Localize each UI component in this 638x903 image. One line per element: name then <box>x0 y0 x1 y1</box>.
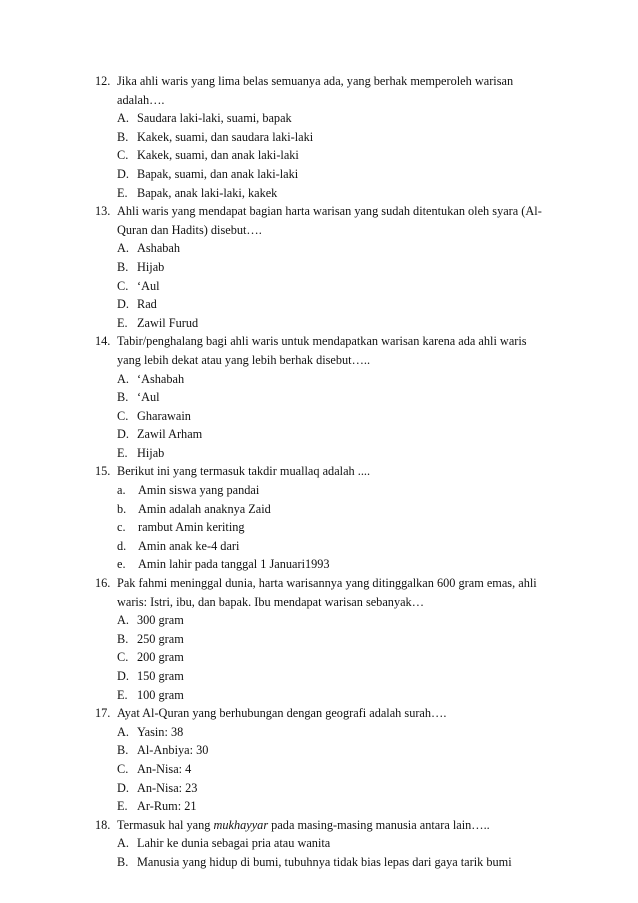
option-letter: C. <box>117 761 129 776</box>
option-text: Ashabah <box>137 241 181 256</box>
answer-option <box>0 239 638 258</box>
option-text: 100 gram <box>137 687 184 702</box>
answer-option <box>0 853 638 872</box>
question-text: Quran dan Hadits) disebut…. <box>117 222 262 237</box>
answer-option <box>0 648 638 667</box>
option-letter: B. <box>117 129 129 144</box>
option-letter: E. <box>117 185 128 200</box>
answer-option <box>0 741 638 760</box>
option-text: Amin anak ke-4 dari <box>138 538 240 553</box>
question-text: Tabir/penghalang bagi ahli waris untuk mendapatkan warisan karena ada ahli waris <box>117 334 527 349</box>
question-number: 15. <box>95 464 111 479</box>
option-text: Saudara laki-laki, suami, bapak <box>137 111 292 126</box>
option-text: Kakek, suami, dan anak laki-laki <box>137 148 299 163</box>
option-text: 150 gram <box>137 669 184 683</box>
answer-option <box>0 314 638 333</box>
question-text-line <box>0 202 638 221</box>
option-text: Zawil Furud <box>137 315 199 330</box>
answer-option <box>0 555 638 574</box>
option-letter: E. <box>117 799 128 814</box>
option-letter: b. <box>117 501 127 516</box>
option-text: ‘Aul <box>137 390 160 405</box>
question-sheet <box>0 72 638 872</box>
option-text: Amin lahir pada tanggal 1 Januari1993 <box>138 557 330 572</box>
question-18 <box>0 816 638 872</box>
question-number: 18. <box>95 817 111 832</box>
option-text: Al-Anbiya: 30 <box>137 743 209 758</box>
option-text: Rad <box>137 297 157 312</box>
option-text: Amin siswa yang pandai <box>138 483 260 498</box>
option-text: Lahir ke dunia sebagai pria atau wanita <box>137 836 331 851</box>
option-letter: D. <box>117 166 129 181</box>
option-letter: A. <box>117 371 129 386</box>
option-letter: B. <box>117 631 129 646</box>
option-text: rambut Amin keriting <box>138 520 245 535</box>
option-text: ‘Ashabah <box>137 371 185 386</box>
answer-option <box>0 667 638 686</box>
question-text: waris: Istri, ibu, dan bapak. Ibu mendapat warisan sebanyak… <box>117 594 424 609</box>
option-text: Yasin: 38 <box>137 724 184 739</box>
question-text-part: Termasuk hal yang <box>117 817 214 832</box>
option-text: Bapak, anak laki-laki, kakek <box>137 185 278 200</box>
answer-option <box>0 611 638 630</box>
answer-option <box>0 407 638 426</box>
option-letter: E. <box>117 315 128 330</box>
question-text-line <box>0 704 638 723</box>
option-letter: B. <box>117 743 129 758</box>
answer-option <box>0 481 638 500</box>
option-letter: e. <box>117 557 126 572</box>
answer-option <box>0 834 638 853</box>
option-letter: D. <box>117 427 129 442</box>
question-text-line <box>0 574 638 593</box>
option-letter: D. <box>117 669 129 683</box>
question-12 <box>0 72 638 202</box>
question-text: adalah…. <box>117 92 165 107</box>
answer-option <box>0 723 638 742</box>
option-text: Hijab <box>137 259 165 274</box>
option-letter: c. <box>117 520 126 535</box>
question-text-line <box>0 91 638 110</box>
answer-option <box>0 500 638 519</box>
question-number: 12. <box>95 74 111 88</box>
option-text: 250 gram <box>137 631 184 646</box>
option-text: Bapak, suami, dan anak laki-laki <box>137 166 299 181</box>
option-text: Hijab <box>137 445 165 460</box>
question-text-line <box>0 332 638 351</box>
answer-option <box>0 165 638 184</box>
question-text: Ayat Al-Quran yang berhubungan dengan geografi adalah surah…. <box>117 706 447 721</box>
option-text: Amin adalah anaknya Zaid <box>138 501 271 516</box>
answer-option <box>0 518 638 537</box>
question-text-part: pada masing-masing manusia antara lain….. <box>268 817 490 832</box>
answer-option <box>0 258 638 277</box>
option-text: An-Nisa: 4 <box>137 761 192 776</box>
question-number: 13. <box>95 204 111 219</box>
answer-option <box>0 295 638 314</box>
option-letter: E. <box>117 445 128 460</box>
option-text: ‘Aul <box>137 278 160 293</box>
option-letter: A. <box>117 724 129 739</box>
question-17 <box>0 704 638 816</box>
option-text: Kakek, suami, dan saudara laki-laki <box>137 129 314 144</box>
question-13 <box>0 202 638 332</box>
question-15 <box>0 462 638 574</box>
option-letter: A. <box>117 241 129 256</box>
option-letter: A. <box>117 111 129 126</box>
option-letter: C. <box>117 148 129 163</box>
answer-option <box>0 146 638 165</box>
option-text: 300 gram <box>137 613 184 628</box>
answer-option <box>0 630 638 649</box>
question-text-line <box>0 462 638 481</box>
answer-option <box>0 128 638 147</box>
question-text-line <box>0 221 638 240</box>
question-text: Pak fahmi meninggal dunia, harta warisannya yang ditinggalkan 600 gram emas, ahli <box>117 576 537 591</box>
option-letter: E. <box>117 687 128 702</box>
option-letter: C. <box>117 408 129 423</box>
option-letter: B. <box>117 390 129 405</box>
answer-option <box>0 797 638 816</box>
answer-option <box>0 388 638 407</box>
question-number: 17. <box>95 706 111 721</box>
question-text-line <box>0 351 638 370</box>
question-text: Berikut ini yang termasuk takdir muallaq adalah .... <box>117 464 371 479</box>
question-text-line <box>0 816 638 835</box>
question-text: yang lebih dekat atau yang lebih berhak disebut….. <box>117 352 371 367</box>
option-text: 200 gram <box>137 650 184 665</box>
question-number: 16. <box>95 576 111 591</box>
answer-option <box>0 277 638 296</box>
option-text: An-Nisa: 23 <box>137 780 198 795</box>
option-letter: D. <box>117 297 129 312</box>
option-letter: C. <box>117 650 129 665</box>
italic-term: mukhayyar <box>213 817 269 832</box>
answer-option <box>0 425 638 444</box>
answer-option <box>0 760 638 779</box>
question-text: Ahli waris yang mendapat bagian harta warisan yang sudah ditentukan oleh syara (Al- <box>117 204 542 219</box>
option-letter: B. <box>117 259 129 274</box>
option-letter: A. <box>117 836 129 851</box>
option-text: Zawil Arham <box>137 427 203 442</box>
option-text: Manusia yang hidup di bumi, tubuhnya tidak bias lepas dari gaya tarik bumi <box>137 854 512 869</box>
option-letter: a. <box>117 483 126 498</box>
question-text-line <box>0 72 638 91</box>
option-letter: d. <box>117 538 127 553</box>
question-text-line <box>0 593 638 612</box>
option-letter: D. <box>117 780 129 795</box>
option-letter: C. <box>117 278 129 293</box>
question-16 <box>0 574 638 704</box>
option-text: Gharawain <box>137 408 191 423</box>
answer-option <box>0 686 638 705</box>
option-letter: A. <box>117 613 129 628</box>
question-14 <box>0 332 638 462</box>
answer-option <box>0 779 638 798</box>
answer-option <box>0 184 638 203</box>
option-letter: B. <box>117 854 129 869</box>
question-number: 14. <box>95 334 111 349</box>
answer-option <box>0 444 638 463</box>
option-text: Ar-Rum: 21 <box>137 799 197 814</box>
answer-option <box>0 537 638 556</box>
answer-option <box>0 109 638 128</box>
question-text: Jika ahli waris yang lima belas semuanya ada, yang berhak memperoleh warisan <box>117 74 514 88</box>
answer-option <box>0 370 638 389</box>
